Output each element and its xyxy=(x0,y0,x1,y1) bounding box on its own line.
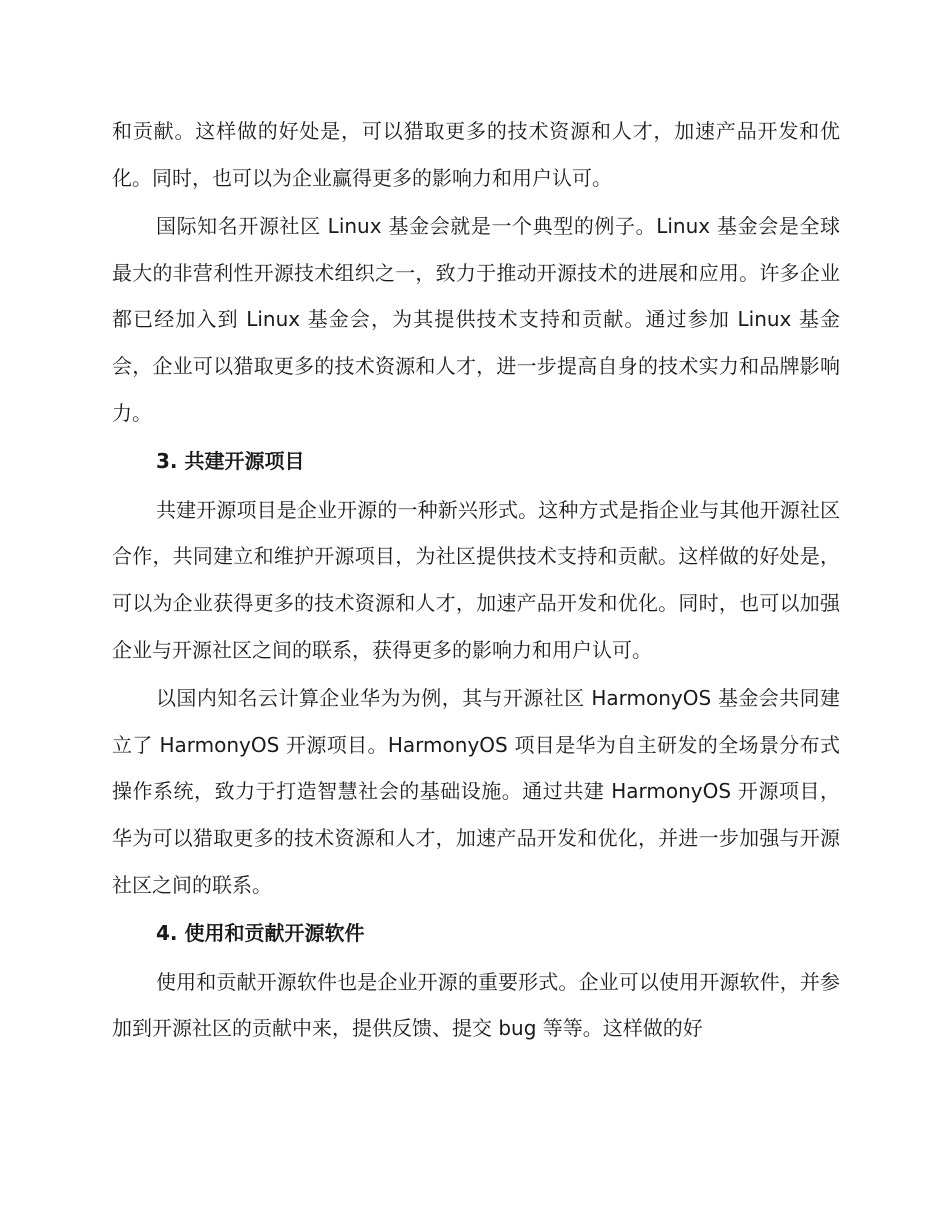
paragraph-huawei-harmonyos: 以国内知名云计算企业华为为例，其与开源社区 HarmonyOS 基金会共同建立了 HarmonyOS 开源项目。HarmonyOS 项目是华为自主研发的全场景分布式操作系统，致力于打造智慧社会的基础设施。通过共建 HarmonyOS 开源项目，华为可以猎取更多的技术资源和人才，加速产品开发和优化，并进一步加强与开源社区之间的联系。 xyxy=(112,686,840,897)
paragraph-co-build-projects: 共建开源项目是企业开源的一种新兴形式。这种方式是指企业与其他开源社区合作，共同建立和维护开源项目，为社区提供技术支持和贡献。这样做的好处是，可以为企业获得更多的技术资源和人才，加速产品开发和优化。同时，也可以加强企业与开源社区之间的联系，获得更多的影响力和用户认可。 xyxy=(112,497,840,662)
paragraph-use-and-contribute: 使用和贡献开源软件也是企业开源的重要形式。企业可以使用开源软件，并参加到开源社区的贡献中来，提供反馈、提交 bug 等等。这样做的好 xyxy=(112,969,840,1041)
document-body xyxy=(112,108,840,1052)
section-heading-4: 4. 使用和贡献开源软件 xyxy=(156,921,365,946)
section-heading-3: 3. 共建开源项目 xyxy=(156,449,305,474)
paragraph-linux-foundation: 国际知名开源社区 Linux 基金会就是一个典型的例子。Linux 基金会是全球最大的非营利性开源技术组织之一，致力于推动开源技术的进展和应用。许多企业都已经加入到 Linux 基金会，为其提供技术支持和贡献。通过参加 Linux 基金会，企业可以猎取更多的技术资源和人才，进一步提高自身的技术实力和品牌影响力。 xyxy=(112,214,840,425)
paragraph-continuation: 和贡献。这样做的好处是，可以猎取更多的技术资源和人才，加速产品开发和优化。同时，也可以为企业赢得更多的影响力和用户认可。 xyxy=(112,119,840,190)
